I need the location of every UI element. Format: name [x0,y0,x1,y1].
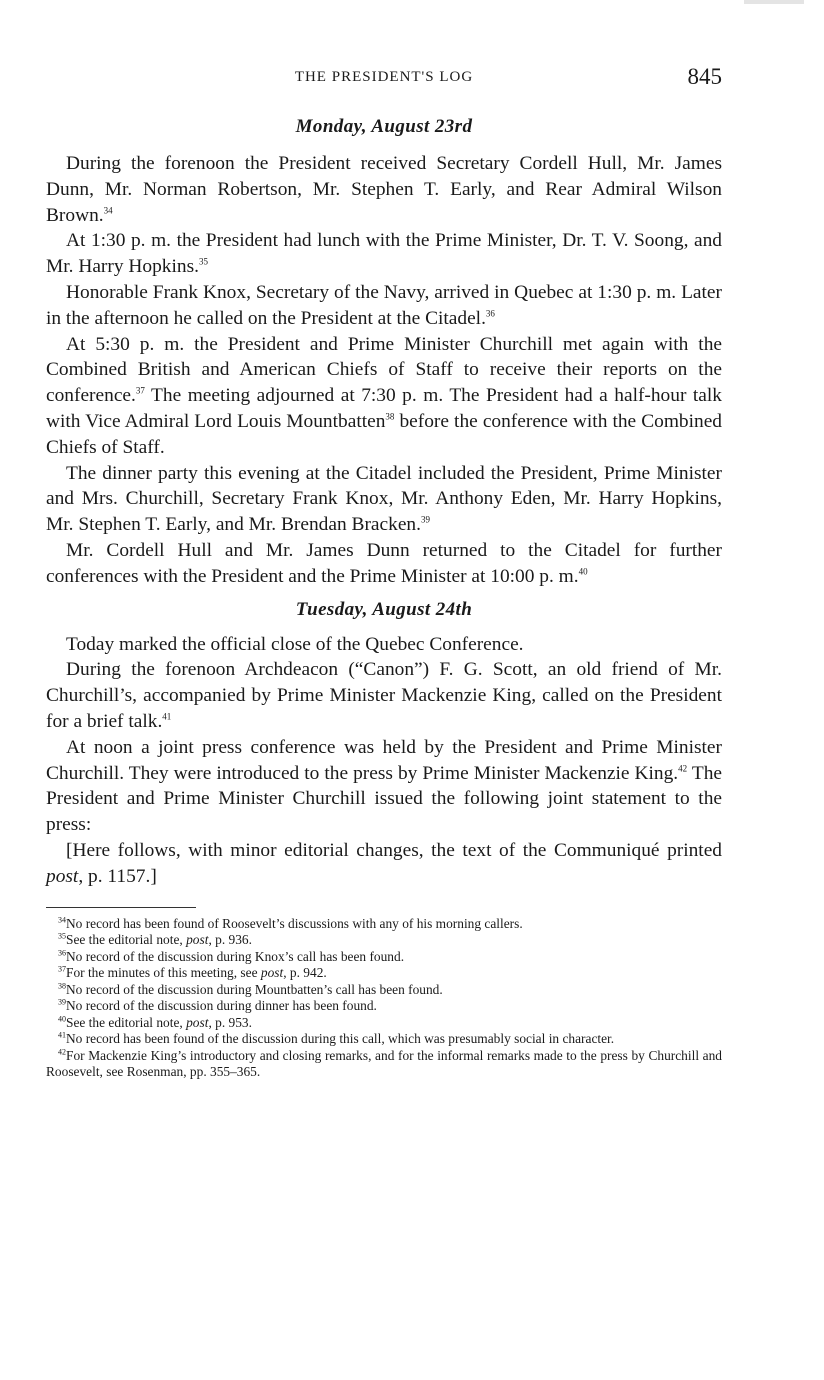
footnote [46,949,722,966]
page-number: 845 [687,64,722,89]
paragraph-text-cont: The meeting adjourned at 7:30 p. m. The President had a half-hour talk with Vice Admiral Lord Louis Mountbatten [46,385,722,432]
italic-post: post [260,965,284,981]
footnote-text: For Mackenzie King’s introductory and closing remarks, and for the informal remarks made to the press by Churchill and Roosevelt, see Rosenman, pp. 355–365. [46,1047,722,1080]
footnote-text: No record of the discussion during dinner has been found. [66,998,377,1014]
running-head: THE PRESIDENT'S LOG [294,69,474,85]
day-heading-monday: Monday, August 23rd [295,116,473,137]
page-body [46,113,722,1081]
footnote-ref[interactable]: 41 [162,711,172,722]
log-paragraph [46,657,722,734]
paragraph-text-cont: before the conference with the Combined Chiefs of Staff. [46,410,722,458]
log-paragraph [46,735,722,838]
footnote-number: 37 [58,964,66,974]
footnote-number: 35 [58,931,66,941]
footnote [46,982,722,999]
footnote-text: See the editorial note, [66,932,187,948]
page-header [46,66,722,96]
paragraph-text: At noon a joint press conference was held by the President and Prime Minister Churchill. They were introduced to the press by Prime Minister Mackenzie King. [46,736,722,784]
footnote-ref[interactable]: 40 [578,566,588,577]
footnote-ref[interactable]: 35 [198,256,208,267]
italic-post: post [186,932,209,948]
paragraph-text-cont: The President and Prime Minister Churchill issued the following joint statement to the press: [46,762,722,836]
scan-edge-mark [744,0,804,4]
footnote [46,1048,722,1081]
footnote-text: No record has been found of Roosevelt’s discussions with any of his morning callers. [66,915,523,931]
footnote-text: No record of the discussion during Mountbatten’s call has been found. [66,981,443,997]
footnote-ref[interactable]: 42 [678,763,688,774]
footnote-text: No record has been found of the discussion during this call, which was presumably social in character. [66,1031,615,1047]
paragraph-text: During the forenoon the President received Secretary Cordell Hull, Mr. James Dunn, Mr. Norman Robertson, Mr. Stephen T. Early, and Rear Admiral Wilson Brown. [46,153,722,226]
footnote-ref[interactable]: 34 [103,205,113,216]
log-paragraph [46,151,722,228]
footnote [46,916,722,933]
footnote-number: 34 [58,915,66,925]
paragraph-text-cont: , p. 1157.] [78,865,157,887]
italic-post: post [186,1014,209,1030]
footnote-number: 40 [58,1014,66,1024]
footnote-text: See the editorial note, [66,1014,187,1030]
paragraph-text: Mr. Cordell Hull and Mr. James Dunn returned to the Citadel for further conferences with the President and the Prime Minister at 10:00 p. m. [46,539,722,587]
footnote-text: For the minutes of this meeting, see [66,965,261,981]
footnote-text: No record of the discussion during Knox’s call has been found. [66,948,405,964]
editorial-note-paragraph [46,838,722,890]
paragraph-text: At 1:30 p. m. the President had lunch with the Prime Minister, Dr. T. V. Soong, and Mr. Harry Hopkins. [46,230,722,278]
footnote-text-cont: , p. 942. [283,965,327,981]
log-paragraph [46,538,722,590]
log-paragraph [46,461,722,538]
paragraph-text: [Here follows, with minor editorial changes, the text of the Communiqué printed [66,839,722,861]
log-paragraph [46,228,722,280]
italic-post: post [46,865,79,887]
footnote-ref[interactable]: 36 [485,308,495,319]
day-heading-tuesday: Tuesday, August 24th [295,598,473,620]
log-paragraph [46,280,722,332]
paragraph-text: Today marked the official close of the Quebec Conference. [66,633,524,655]
footnote [46,1031,722,1048]
paragraph-text: Honorable Frank Knox, Secretary of the Navy, arrived in Quebec at 1:30 p. m. Later in the afternoon he called on the President at the Citadel. [46,281,722,329]
footnote-number: 39 [58,997,66,1007]
footnote-number: 42 [58,1047,66,1057]
footnote [46,965,722,982]
footnote-ref[interactable]: 37 [135,385,145,396]
footnote-ref[interactable]: 39 [420,514,430,525]
paragraph-text: During the forenoon Archdeacon (“Canon”) F. G. Scott, an old friend of Mr. Churchill’s, accompanied by Prime Minister Mackenzie King, called on the President for a brief talk. [46,659,722,732]
paragraph-text: The dinner party this evening at the Citadel included the President, Prime Minister and Mrs. Churchill, Secretary Frank Knox, Mr. Anthony Eden, Mr. Harry Hopkins, Mr. Stephen T. Early, and Mr. Brendan Bracken. [46,462,722,536]
footnote-number: 38 [58,981,66,991]
footnote-text-cont: , p. 936. [208,932,252,948]
footnote-number: 36 [58,948,66,958]
footnote-text-cont: , p. 953. [208,1014,252,1030]
footnote [46,1015,722,1032]
log-paragraph [46,332,722,461]
footnote-number: 41 [58,1030,66,1040]
footnote-ref[interactable]: 38 [385,411,395,422]
footnote-divider [46,907,196,908]
footnotes [46,916,722,1081]
log-paragraph [46,632,722,658]
footnote [46,932,722,949]
footnote [46,998,722,1015]
paragraph-text: At 5:30 p. m. the President and Prime Minister Churchill met again with the Combined British and American Chiefs of Staff to receive their reports on the conference. [46,333,722,407]
